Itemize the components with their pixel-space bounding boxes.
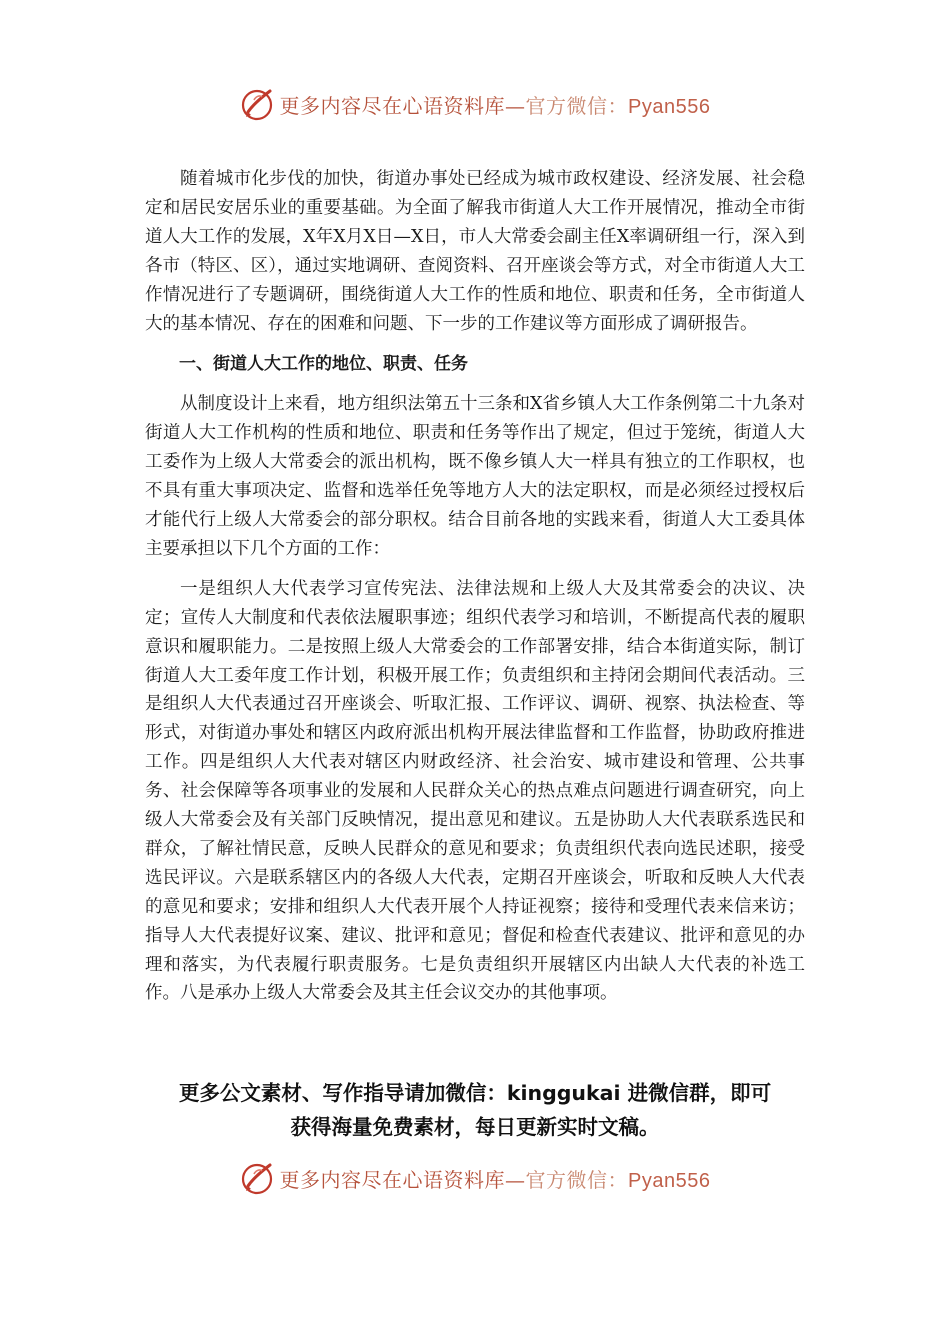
pen-logo-icon [240,1160,276,1196]
banner-site-text: 更多内容尽在心语资料库 [279,93,506,118]
banner-site-text: 更多内容尽在心语资料库 [279,1167,506,1192]
header-banner [0,82,950,126]
banner-wechat-id: Pyan556 [628,1169,711,1192]
banner-wechat-label: 官方微信： [525,93,629,118]
banner-text [280,90,711,119]
banner-wechat-label: 官方微信： [525,1167,629,1192]
document-body [145,165,805,1008]
banner-text [280,1164,711,1193]
paragraph-3: 一是组织人大代表学习宣传宪法、法律法规和上级人大及其常委会的决议、决定；宣传人大制度和代表依法履职事迹；组织代表学习和培训，不断提高代表的履职意识和履职能力。二是按照上级人大常委会的工作部署安排，结合本街道实际，制订街道人大工委年度工作计划，积极开展工作；负责组织和主持闭会期间代表活动。三是组织人大代表通过召开座谈会、听取汇报、工作评议、调研、视察、执法检查、等形式，对街道办事处和辖区内政府派出机构开展法律监督和工作监督，协助政府推进工作。四是组织人大代表对辖区内财政经济、社会治安、城市建设和管理、公共事务、社会保障等各项事业的发展和人民群众关心的热点难点问题进行调查研究，向上级人大常委会及有关部门反映情况，提出意见和建议。五是协助人大代表联系选民和群众，了解社情民意，反映人民群众的意见和要求；负责组织代表向选民述职，接受选民评议。六是联系辖区内的各级人大代表，定期召开座谈会，听取和反映人大代表的意见和要求；安排和组织人大代表开展个人持证视察；接待和受理代表来信来访；指导人大代表提好议案、建议、批评和意见；督促和检查代表建议、批评和意见的办理和落实，为代表履行职责服务。七是负责组织开展辖区内出缺人大代表的补选工作。八是承办上级人大常委会及其主任会议交办的其他事项。 [145,578,805,1004]
promo-note [100,1076,850,1144]
banner-wechat-id: Pyan556 [628,95,711,118]
banner-separator: — [505,1167,526,1192]
paragraph-2: 从制度设计上来看，地方组织法第五十三条和X省乡镇人大工作条例第二十九条对街道人大工作机构的性质和地位、职责和任务等作出了规定，但过于笼统，街道人大工委作为上级人大常委会的派出机构，既不像乡镇人大一样具有独立的工作职权，也不具有重大事项决定、监督和选举任免等地方人大的法定职权，而是必须经过授权后才能代行上级人大常委会的部分职权。结合目前各地的实践来看，街道人大工委具体主要承担以下几个方面的工作： [145,394,805,559]
footer-banner [0,1156,950,1200]
intro-paragraph: 随着城市化步伐的加快，街道办事处已经成为城市政权建设、经济发展、社会稳定和居民安居乐业的重要基础。为全面了解我市街道人大工作开展情况，推动全市街道人大工作的发展，X年X月X日—X日，市人大常委会副主任X率调研组一行，深入到各市（特区、区），通过实地调研、查阅资料、召开座谈会等方式，对全市街道人大工作情况进行了专题调研，围绕街道人大工作的性质和地位、职责和任务，全市街道人大的基本情况、存在的困难和问题、下一步的工作建议等方面形成了调研报告。 [145,169,805,334]
promo-line-2: 获得海量免费素材，每日更新实时文稿。 [290,1115,660,1139]
section-heading: 一、街道人大工作的地位、职责、任务 [179,354,468,375]
pen-logo-icon [240,86,276,122]
promo-line-1: 更多公文素材、写作指导请加微信：kinggukai 进微信群，即可 [178,1081,772,1105]
banner-separator: — [505,93,526,118]
